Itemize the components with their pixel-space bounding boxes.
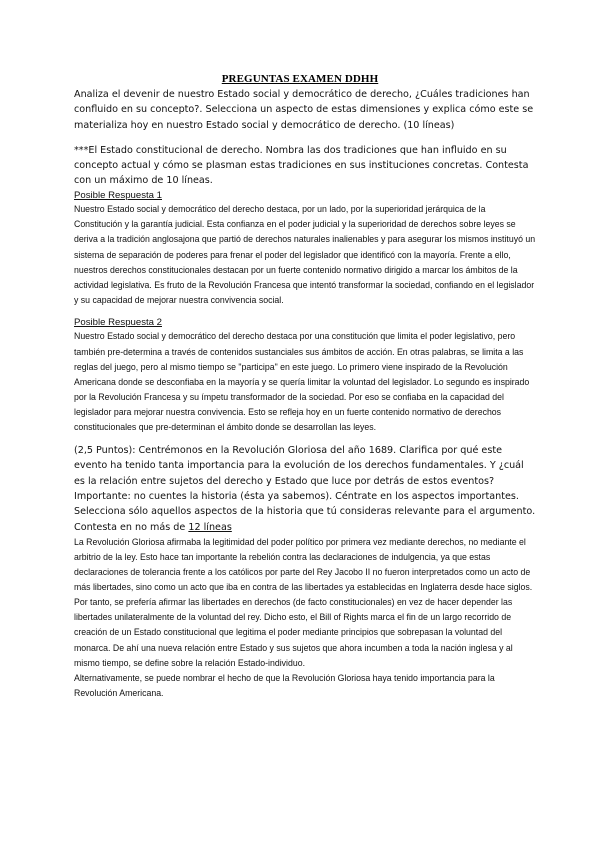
question-1-variant: ***El Estado constitucional de derecho. Nombra las dos tradiciones que han influido en su concepto actual y cómo se plasman estas tradiciones en sus instituciones concretas. Contesta con un máximo de 10 líneas. [74,144,529,187]
answer-3-alternative: Alternativamente, se puede nombrar el hecho de que la Revolución Gloriosa haya tenido importancia para la Revolución Americana. [74,672,495,698]
answer-1-heading: Posible Respuesta 1 [74,189,162,201]
answer-2: Nuestro Estado social y democrático del derecho destaca por una constitución que limita el poder legislativo, pero también pre-determina a través de contenidos sustanciales sus ámbitos de acción. En otras palabras, se limita a las reglas del juego, pero al mismo tiempo se "participa" en este juego. Lo primero viene inspirado de la Revolución Americana donde se desconfiaba en la mayoría y se quería limitar la voluntad del legislador. Lo segundo es inspirado por la Revolución Francesa y su ímpetu transformador de la sociedad. Por eso se confiaba en la capacidad del legislador para mejorar nuestra convivencia. Esto se refleja hoy en un fuerte contenido normativo de derechos constitucionales que pre-determinan el ámbito donde se desarrollan las leyes. [74,331,530,432]
answer-1: Nuestro Estado social y democrático del derecho destaca, por un lado, por la superioridad jerárquica de la Constitución y la garantía judicial. Esta confianza en el poder judicial y la superioridad de derechos sobre leyes se deriva a la tradición anglosajona que partió de derechos naturales inalienables y para asegurar los mismos instituyó un sistema de separación de poderes para frenar el poder del legislador que identificó con la mayoría. Frente a ello, nuestros derechos constitucionales destacan por un fuerte contenido normativo dirigido a marcar los ámbitos de la actividad legislativa. Es fruto de la Revolución Francesa que intentó transformar la sociedad, confiando en el legislador y su capacidad de mejorar nuestra convivencia social. [74,204,536,305]
document-title: PREGUNTAS EXAMEN DDHH [221,73,379,85]
question-1: Analiza el devenir de nuestro Estado social y democrático de derecho, ¿Cuáles tradiciones han confluido en su concepto?. Selecciona un aspecto de estas dimensiones y explica cómo este se materializa hoy en nuestro Estado social y democrático de derecho. (10 líneas) [74,89,534,131]
answer-2-heading: Posible Respuesta 2 [74,316,162,328]
document-body [74,87,536,701]
question-2: (2,5 Puntos): Centrémonos en la Revolución Gloriosa del año 1689. Clarifica por qué este evento ha tenido tanta importancia para la evolución de los derechos fundamentales. Y ¿cuál es la relación entre sujetos del derecho y Estado que luce por detrás de estos eventos? [74,445,524,487]
answer-3: La Revolución Gloriosa afirmaba la legitimidad del poder político por primera vez mediante derechos, no mediante el arbitrio de la ley. Esto hace tan importante la rebelión contra las declaraciones de indulgencia, ya que estas declaraciones de tolerancia frente a los católicos por parte del Rey Jacobo II no fueron interpretados como un acto de más libertades, sino como un acto que iba en contra de las libertades ya establecidas en Inglaterra desde hace siglos. Por tanto, se prefería afirmar las libertades en derechos (de facto constitucionales) en vez de hacer depender las libertades unilateralmente de la voluntad del rey. Dicho esto, el Bill of Rights marca el fin de un largo recorrido de creación de un Estado constitucional que legitima el poder mediante principios que sobrepasan la voluntad del monarca. De ahí una nueva relación entre Estado y sus sujetos que ahora incumben a toda la nación inglesa y al mismo tiempo, se define sobre la relación Estado-individuo. [74,536,533,668]
question-2-limit: 12 líneas [188,521,232,533]
question-2-note-text: Importante: no cuentes la historia (ésta ya sabemos). Céntrate en los aspectos importantes. Selecciona sólo aquellos aspectos de la historia que tú consideras relevante para el argumento. Contesta en no más de [74,490,536,533]
question-2-note [74,489,536,535]
